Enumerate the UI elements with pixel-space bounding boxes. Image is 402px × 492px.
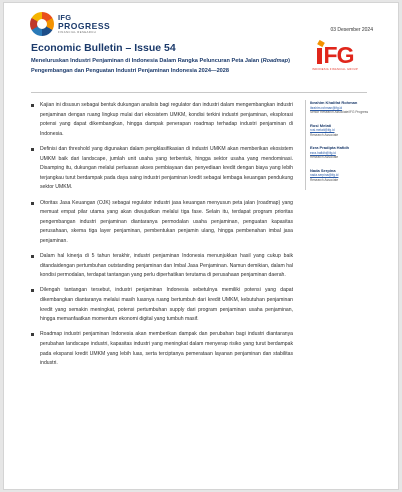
subtitle-part-a: Meneluruskan Industri Penjaminan di Indonesia Dalam Rangka Peluncuran Peta Jalan ( [31,58,263,64]
author-card [310,145,369,160]
author-sidebar [305,100,369,190]
publish-date: 03 Desember 2024 [330,27,373,33]
author-name: Ezra Pradipta Hafidh [310,145,350,150]
ifg-logo-letters: FG [323,42,354,68]
header-divider [31,92,367,93]
author-role: Senior Research Associate/IFG Progress [310,110,369,114]
bullet-list [31,101,293,374]
ifg-brand-logo [304,43,366,71]
bullet-item: Roadmap industri penjaminan Indonesia akan memberikan dampak dan perubahan bagi industri diantaranya perubahan landscape industri, kapasitas industri yang meningkat dalam menyerap risiko yang turut berdampak pada ekspansi kredit UMKM yang lebih luas, serta terciptanya pemerataan layanan penjaminan dan stabilitas industri. [31,330,293,368]
author-name: Nada Serpina [310,167,336,173]
logo-line-3: FINANCIAL RESEARCH [58,30,97,35]
bullet-item: Dalam hal kinerja di 5 tahun terakhir, industri penjaminan Indonesia menunjukkan hasil yang cukup baik ditandaidengan pertumbuhan outstanding penjaminan dan Imbal Jasa Penjaminan. Namun demikian, dalam hal kondisi permodalan, terdapat tantangan yang perlu diperhatikan terutama di perusahaan penjaminan daerah. [31,252,293,281]
ifg-progress-logo [30,11,110,37]
subtitle-part-b: ) Pengembangan dan Penguatan Industri Penjaminan Indonesia 2024—2028 [31,58,290,74]
subtitle-italic: Roadmap [262,58,289,64]
bullet-item: Definisi dan threshold yang digunakan dalam pengklasifikasian di industri UMKM akan memberikan ekosistem UMKM baik dari landscape, jumlah unit usaha yang terbentuk, hingga sektor usaha yang mendominasi. Disamping itu, dukungan melalui perluasan akses pembiayaan dan penyediaan kredit dengan biaya yang lebih terjangkau turut berdampak pada daya saing industri penjaminan kredit sebagai lembaga keuangan pendukung sektor UMKM. [31,145,293,193]
author-name: Ibrahim Khalifat Rohman [310,100,358,105]
ifg-logo-tagline: INDONESIA FINANCIAL GROUP [311,68,359,71]
logo-line-1: IFG [58,13,72,23]
logo-text [58,14,110,34]
logo-line-2: PROGRESS [58,20,111,31]
ifg-logo-mark [304,43,366,67]
author-email-link[interactable]: ezra.hafidh@ifg.id [310,150,336,155]
author-card [310,168,369,183]
author-email-link[interactable]: ibrahim.rohman@ifg.id [310,105,343,110]
author-email-link[interactable]: nada.serpina@ifg.id [310,173,339,177]
bullet-item: Otoritas Jasa Keuangan (OJK) sebagai regulator industri jasa keuangan menyusun peta jalan (roadmap) yang memuat empat pilar utama yang akan diwujudkan melalui tiga fase. Selain itu, terdapat program prioritas pengembangan industri penjaminan diantaranya permodalan usaha penjaminan, penguatan kapasitas perusahaan, skema tiga layer penjaminan, pembentukan penjamin ulang, hingga pembenahan imbal jasa penjaminan. [31,199,293,247]
author-role: Research Associate [310,177,339,182]
author-card [310,100,369,115]
author-card [310,123,369,138]
author-role: Research Associate [310,132,339,137]
sunburst-icon [30,12,54,36]
ifg-i-glyph [317,48,322,64]
bulletin-title: Economic Bulletin – Issue 54 [31,42,176,54]
bullet-item: Dilengah tantangan tersebut, industri penjaminan Indonesia sebetulnya memiliki potensi yang dapat dikembangkan diantaranya melalui masih luasnya ruang bertumbuh dari kredit UMKM, kebutuhan penjaminan kredit yang semakin meningkat, potensi pertumbuhan supply dari program penjaminan usaha penjaminan, hingga memanfaatkan momentum ekonomi digital yang tumbuh masif. [31,286,293,324]
author-name: Rosi Melati [310,122,332,128]
author-email-link[interactable]: rosi.melati@ifg.id [310,128,335,132]
bulletin-subtitle [31,57,293,76]
bulletin-page [3,2,399,490]
author-role: Research Associate [310,155,339,159]
bullet-item: Kajian ini disusun sebagai bentuk dukungan analisis bagi regulator dan industri dalam mengembangkan industri penjaminan dengan ruang lingkup mulai dari ekosistem UMKM, kondisi terkini industri penjaminan, eksplorasi potensi yang dapat dikembangkan, hingga dampak penerapan roadmap terhadap industri penjaminan di Indonesia. [31,101,293,139]
